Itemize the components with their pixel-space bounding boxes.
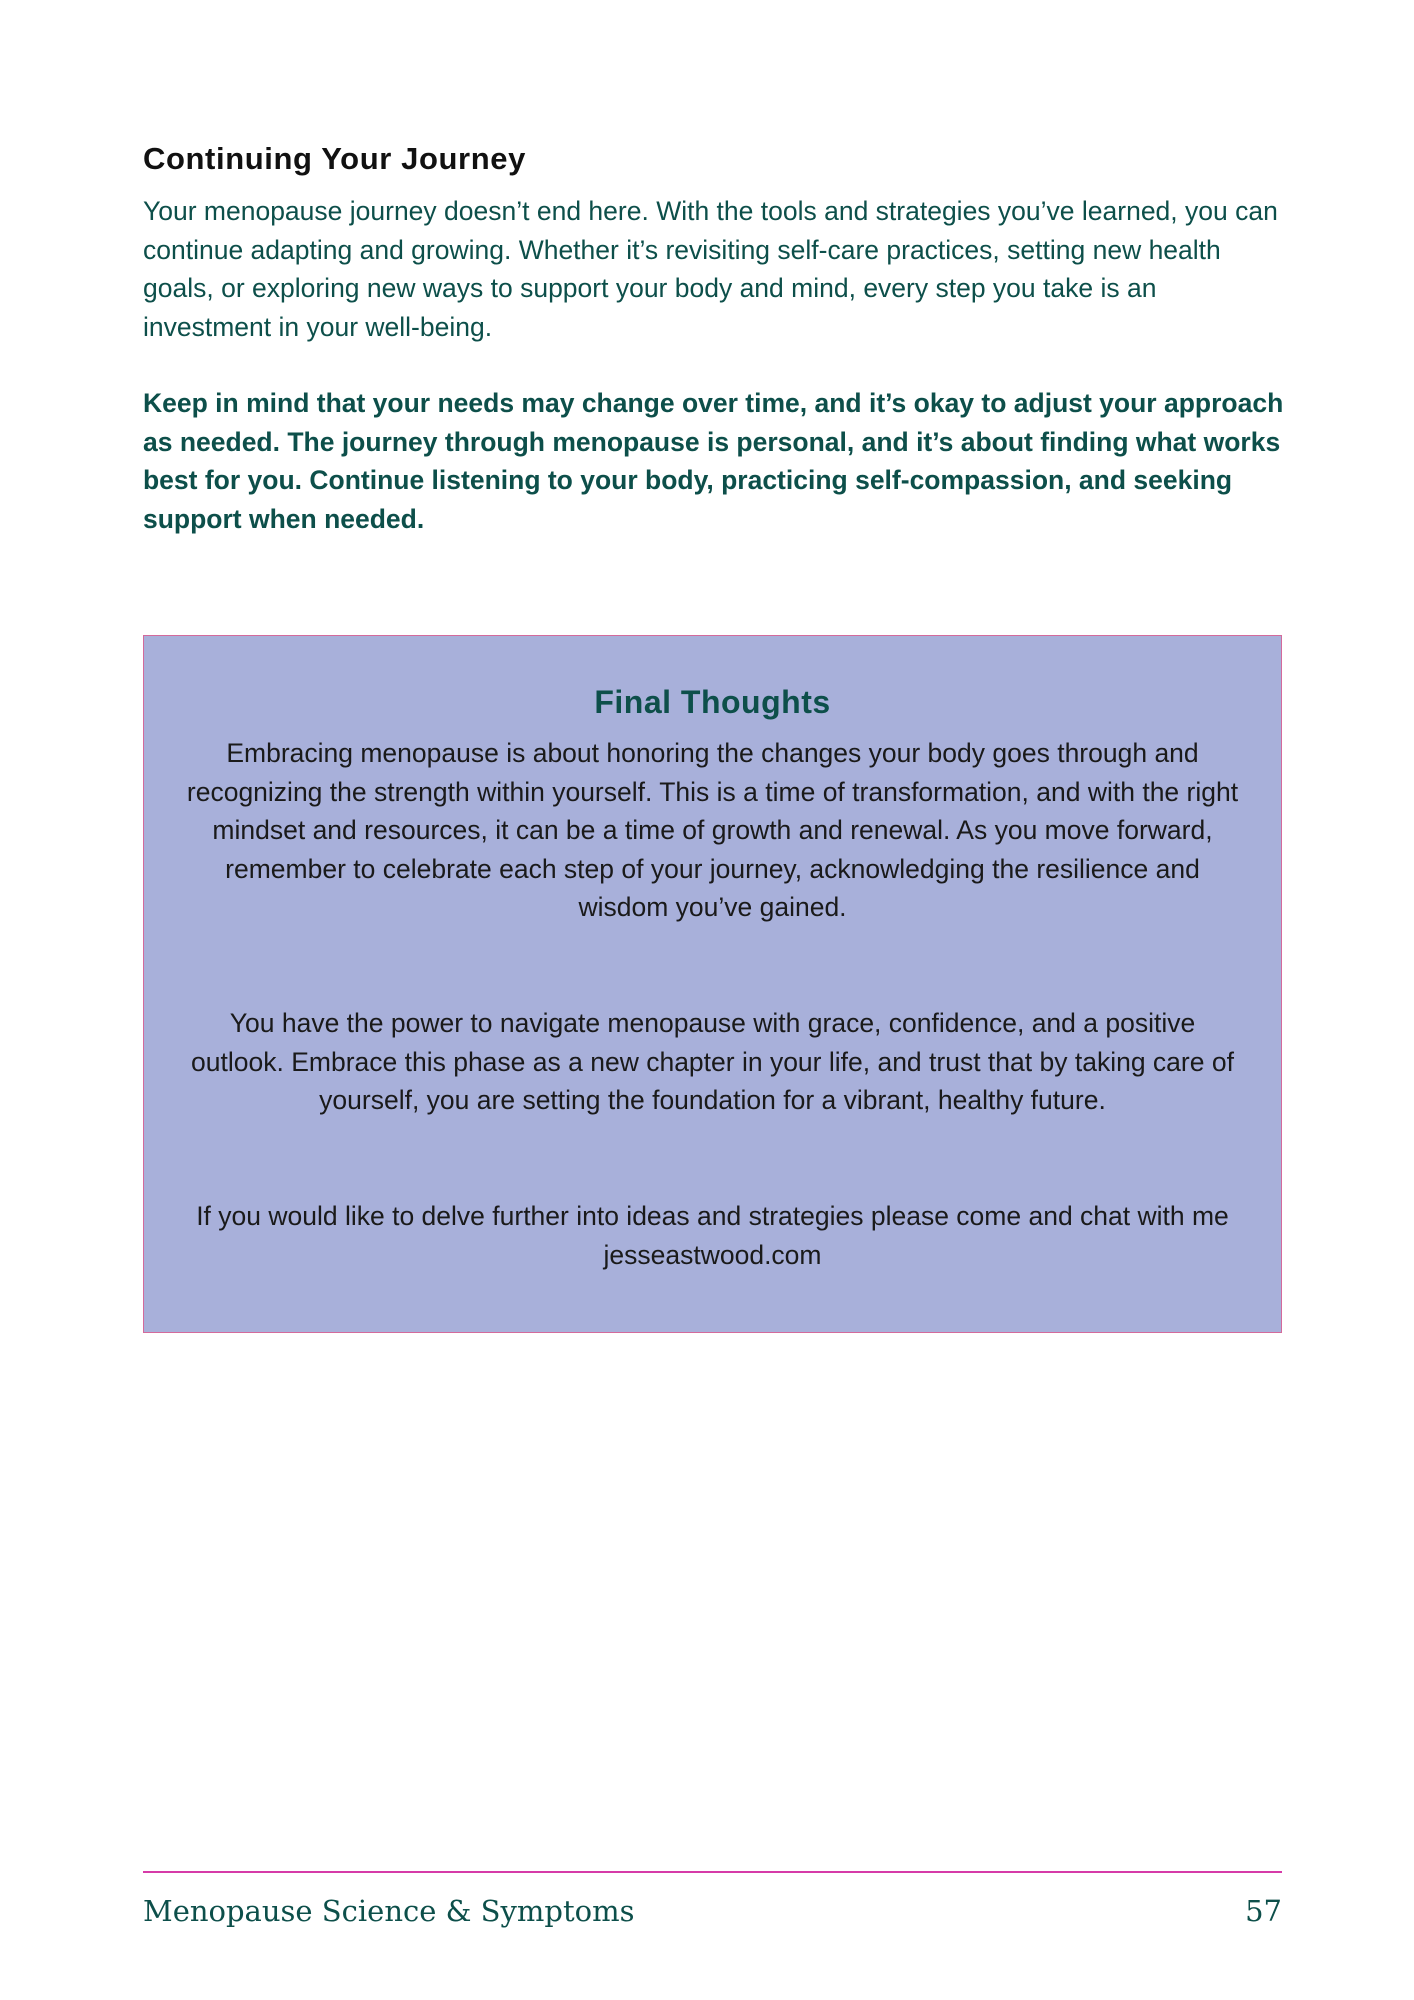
callout-paragraph: Embracing menopause is about honoring the changes your body goes through and recognizing the strength within yourself. This is a time of transformation, and with the right mindset and resources, it can be a time of growth and renewal. As you move forward, remember to celebrate each step of your journey, acknowledging the resilience and wisdom you’ve gained. — [186, 738, 1239, 922]
callout-paragraph: You have the power to navigate menopause with grace, confidence, and a positive outlook. Embrace this phase as a new chapter in your life, and trust that by taking care of yourself, you are setting the foundation for a vibrant, healthy future. — [191, 1008, 1234, 1115]
intro-paragraph: Your menopause journey doesn’t end here. With the tools and strategies you’ve learned, you can continue adapting and growing. Whether it’s revisiting self-care practices, setting new health goals, or exploring new ways to support your body and mind, every step you take is an investment in your well-being. — [143, 196, 1278, 342]
footer-divider — [143, 1871, 1282, 1873]
callout-contact-paragraph: If you would like to delve further into ideas and strategies please come and chat with me jesseastwood.com — [196, 1201, 1229, 1270]
section-heading: Continuing Your Journey — [143, 141, 526, 176]
footer-document-title: Menopause Science & Symptoms — [143, 1894, 635, 1928]
final-thoughts-callout — [143, 635, 1282, 1333]
emphasis-paragraph: Keep in mind that your needs may change over time, and it’s okay to adjust your approach as needed. The journey through menopause is personal, and it’s about finding what works best for you. Continue listening to your body, practicing self-compassion, and seeking support when needed. — [143, 388, 1284, 534]
callout-title: Final Thoughts — [594, 684, 831, 720]
page-number: 57 — [1245, 1894, 1282, 1928]
